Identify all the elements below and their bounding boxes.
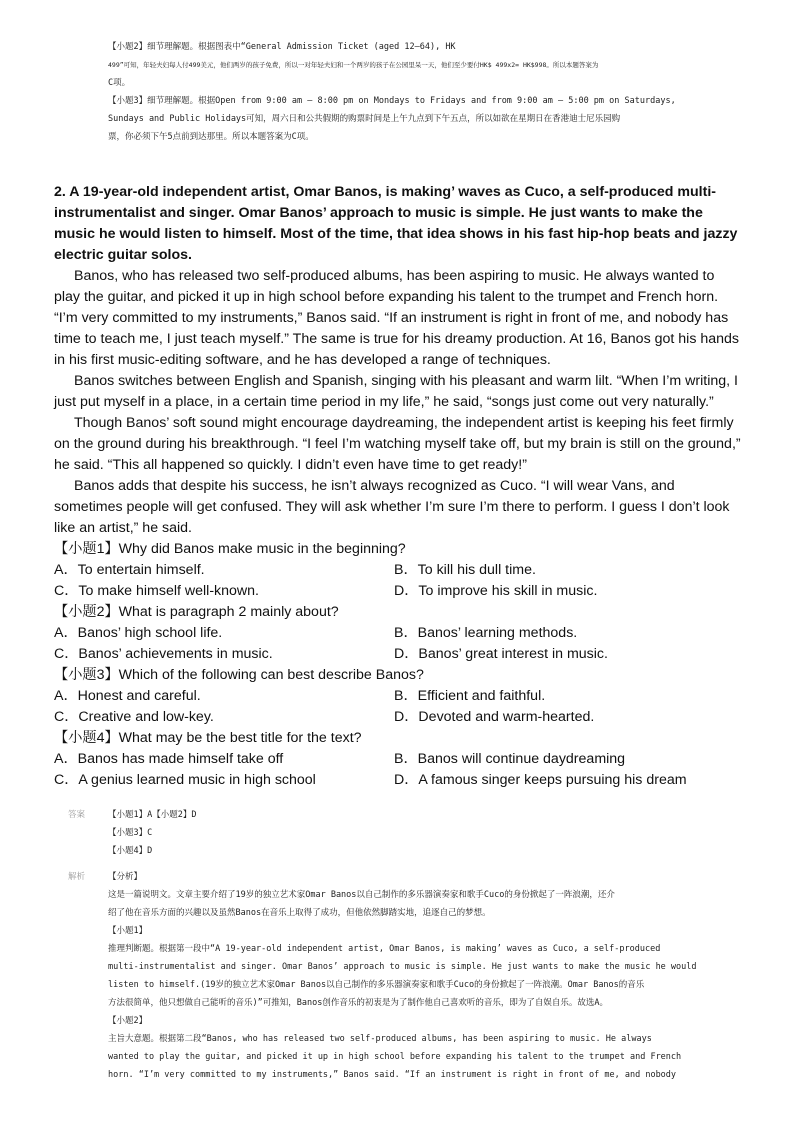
analysis-line: 推理判断题。根据第一段中“A 19-year-old independent artist, Omar Banos, is making’ waves as Cuco, a self-produced bbox=[108, 944, 661, 954]
answer-label: 答案 bbox=[68, 810, 86, 820]
analysis-line: wanted to play the guitar, and picked it up in high school before expanding his talent to the trumpet and French bbox=[108, 1052, 682, 1062]
option-a: A．Banos has made himself take off bbox=[54, 751, 284, 767]
question-stem: 【小题1】Why did Banos make music in the beginning? bbox=[54, 541, 406, 557]
option-b: B．To kill his dull time. bbox=[394, 562, 536, 578]
question-4 bbox=[54, 728, 744, 791]
option-d: D．Banos’ great interest in music. bbox=[394, 646, 608, 662]
answer-line: 【小题3】C bbox=[108, 828, 153, 838]
question-2 bbox=[54, 602, 744, 665]
passage-paragraph: Banos switches between English and Spanish, singing with his pleasant and warm lilt. “When I’m writing, I just put myself in a place, in a certain time period in my life,” he said, “songs just come out very naturally.” bbox=[54, 373, 738, 410]
option-b: B．Banos’ learning methods. bbox=[394, 625, 578, 641]
question-3 bbox=[54, 665, 744, 728]
reading-passage bbox=[54, 182, 744, 791]
analysis-line: 主旨大意题。根据第二段“Banos, who has released two self-produced albums, has been aspiring to music. He always bbox=[108, 1034, 652, 1044]
explanation-line: 票，你必须下午5点前到达那里。所以本题答案为C项。 bbox=[108, 132, 314, 142]
option-c: C．To make himself well-known. bbox=[54, 583, 259, 599]
analysis-line: 【小题2】 bbox=[108, 1016, 148, 1026]
passage-paragraph: Though Banos’ soft sound might encourage daydreaming, the independent artist is keeping his feet firmly on the ground during his breakthrough. “I feel I’m watching myself take off, but my brain is still on the ground,” he said. “This all happened so quickly. I didn’t even have time to get ready!” bbox=[54, 415, 741, 473]
question-1 bbox=[54, 539, 744, 602]
option-d: D．Devoted and warm-hearted. bbox=[394, 709, 595, 725]
analysis-line: 【小题1】 bbox=[108, 926, 148, 936]
explanation-line: 【小题2】细节理解题。根据图表中“General Admission Ticket (aged 12—64), HK bbox=[108, 42, 456, 52]
analysis-label: 解析 bbox=[68, 872, 86, 882]
analysis-line: 绍了他在音乐方面的兴趣以及虽然Banos在音乐上取得了成功，但他依然脚踏实地，追逐自己的梦想。 bbox=[108, 908, 491, 918]
option-b: B．Efficient and faithful. bbox=[394, 688, 546, 704]
option-c: C．A genius learned music in high school bbox=[54, 772, 316, 788]
explanation-line: Sundays and Public Holidays可知，周六日和公共假期的购票时间是上午九点到下午五点，所以如欲在星期日在香港迪士尼乐园购 bbox=[108, 114, 621, 124]
answer-line: 【小题4】D bbox=[108, 846, 153, 856]
analysis-line: multi-instrumentalist and singer. Omar Banos’ approach to music is simple. He just wants to make the music he would bbox=[108, 962, 697, 972]
passage-paragraph: Banos, who has released two self-produced albums, has been aspiring to music. He always wanted to play the guitar, and picked it up in high school before expanding his talent to the trumpet and French horn. “I’m very committed to my instruments,” Banos said. “If an instrument is right in front of me, and nobody has time to teach me, I just teach myself.” The same is true for his dreamy production. At 16, Banos got his hands in his first music-editing software, and he has developed a range of techniques. bbox=[54, 268, 740, 368]
option-c: C．Creative and low-key. bbox=[54, 709, 214, 725]
answer-line: 【小题1】A【小题2】D bbox=[108, 810, 197, 820]
previous-question-explanation bbox=[108, 38, 748, 146]
explanation-line: 499”可知，年轻夫妇每人付499美元，他们两岁的孩子免费，所以一对年轻夫妇和一个两岁的孩子在公园里呆一天，他们至少要付HK$ 499x2= HK$998。所以本题答案为 bbox=[108, 61, 599, 69]
option-d: D．To improve his skill in music. bbox=[394, 583, 598, 599]
analysis-body bbox=[108, 868, 728, 1084]
analysis-line: listen to himself.(19岁的独立艺术家Omar Banos以自己制作的多乐器演奏家和歌手Cuco的身份掀起了一阵浪潮。Omar Banos的音乐 bbox=[108, 980, 645, 990]
passage-lead: 2. A 19-year-old independent artist, Omar Banos, is making’ waves as Cuco, a self-produced multi-instrumentalist and singer. Omar Banos’ approach to music is simple. He just wants to make the music he would listen to himself. Most of the time, that idea shows in his fast hip-hop beats and jazzy electric guitar solos. bbox=[54, 184, 738, 263]
passage-paragraph: Banos adds that despite his success, he isn’t always recognized as Cuco. “I will wear Vans, and sometimes people will get confused. They will ask whether I’m sure I’m there to perform. I guess I don’t look like an artist,” he said. bbox=[54, 478, 730, 536]
option-b: B．Banos will continue daydreaming bbox=[394, 751, 626, 767]
question-stem: 【小题4】What may be the best title for the text? bbox=[54, 730, 362, 746]
analysis-line: horn. “I’m very committed to my instruments,” Banos said. “If an instrument is right in front of me, and nobody bbox=[108, 1070, 677, 1080]
explanation-line: 【小题3】细节理解题。根据Open from 9:00 am — 8:00 pm on Mondays to Fridays and from 9:00 am — 5:00 pm on Saturdays, bbox=[108, 96, 676, 106]
analysis-line: 【分析】 bbox=[108, 872, 143, 882]
option-c: C．Banos’ achievements in music. bbox=[54, 646, 273, 662]
explanation-line: C项。 bbox=[108, 78, 131, 88]
question-stem: 【小题3】Which of the following can best describe Banos? bbox=[54, 667, 424, 683]
analysis-line: 这是一篇说明文。文章主要介绍了19岁的独立艺术家Omar Banos以自己制作的多乐器演奏家和歌手Cuco的身份掀起了一阵浪潮，还介 bbox=[108, 890, 615, 900]
option-a: A．To entertain himself. bbox=[54, 562, 205, 578]
analysis-line: 方法很简单，他只想做自己能听的音乐)”可推知，Banos创作音乐的初衷是为了制作他自己喜欢听的音乐，即为了自娱自乐。故选A。 bbox=[108, 998, 608, 1008]
option-a: A．Honest and careful. bbox=[54, 688, 201, 704]
question-stem: 【小题2】What is paragraph 2 mainly about? bbox=[54, 604, 339, 620]
option-a: A．Banos’ high school life. bbox=[54, 625, 223, 641]
answer-body bbox=[108, 806, 728, 860]
option-d: D．A famous singer keeps pursuing his dream bbox=[394, 772, 687, 788]
